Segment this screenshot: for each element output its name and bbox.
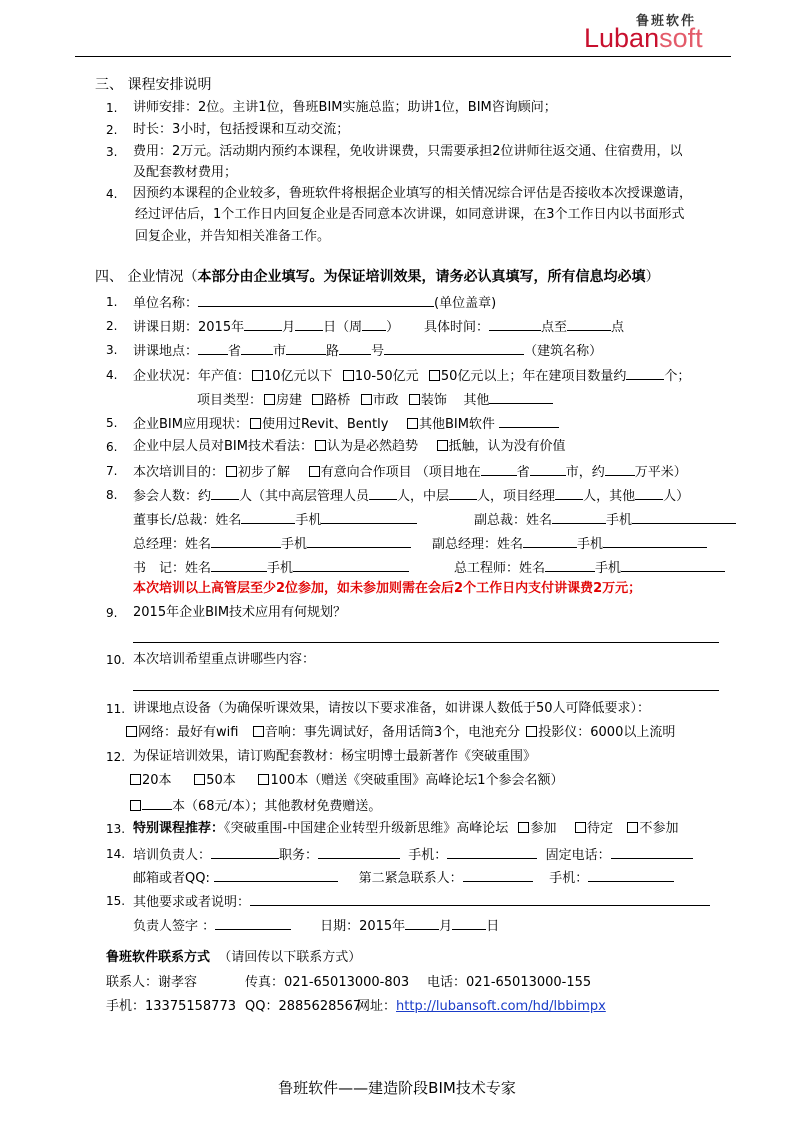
list-num: 14.: [106, 847, 126, 861]
other-bim-blank[interactable]: [499, 414, 559, 428]
label: 手机: [606, 513, 633, 528]
option-label: 初步了解: [238, 465, 291, 480]
row-general-manager: [133, 534, 411, 554]
contact-title: 鲁班软件联系方式: [106, 950, 211, 965]
list-item: 及配套教材费用；: [133, 165, 238, 180]
checkbox[interactable]: [518, 822, 529, 833]
list-item: 回复企业，并告知相关准备工作。: [135, 229, 331, 244]
start-time-blank[interactable]: [489, 317, 541, 331]
option-label: 网络：最好有wifi: [138, 725, 239, 740]
row-chairman: [133, 510, 417, 530]
option-label: 装饰: [420, 393, 447, 408]
label: 副总经理：姓名: [432, 537, 524, 552]
field-training-focus: 本次培训希望重点讲哪些内容：: [133, 652, 316, 667]
label: 月: [282, 320, 296, 335]
name-blank[interactable]: [552, 510, 606, 524]
list-num: 13.: [106, 822, 126, 836]
phone-blank[interactable]: [603, 534, 707, 548]
checkbox[interactable]: [252, 370, 263, 381]
field-signature: [133, 916, 499, 936]
label: 企业BIM应用现状：: [133, 417, 248, 432]
checkbox[interactable]: [250, 418, 261, 429]
senior-blank[interactable]: [369, 486, 397, 500]
contact-heading: [106, 949, 361, 967]
phone-blank[interactable]: [632, 510, 736, 524]
logo-english: [584, 23, 703, 54]
label: 手机: [595, 561, 622, 576]
road-blank[interactable]: [286, 341, 326, 355]
list-num: 4.: [106, 187, 118, 201]
end-time-blank[interactable]: [567, 317, 611, 331]
day-blank[interactable]: [295, 317, 323, 331]
list-num: 6.: [106, 440, 118, 454]
phone-blank[interactable]: [293, 558, 409, 572]
label: 人，项目经理: [477, 489, 556, 504]
training-focus-answer-line[interactable]: [133, 690, 719, 691]
label: 总经理：姓名: [133, 537, 212, 552]
contact-fax: 传真：021-65013000-803: [245, 975, 410, 990]
label: 手机：: [408, 848, 448, 863]
label: 董事长/总裁：姓名: [133, 513, 242, 528]
label: 万平米）: [634, 465, 687, 480]
field-bim-opinion: [133, 438, 566, 456]
label: 市，约: [565, 465, 605, 480]
label: 单位名称：: [133, 296, 199, 311]
option-label: 使用过Revit、Bently: [261, 417, 389, 432]
field-company-status: [133, 366, 690, 386]
checkbox[interactable]: [575, 822, 586, 833]
contact-tel: 电话：021-65013000-155: [427, 975, 592, 990]
checkbox[interactable]: [409, 394, 420, 405]
field-lecture-location: [133, 341, 602, 361]
bim-plan-answer-line[interactable]: [133, 642, 719, 643]
option-label: 10-50亿元: [354, 369, 419, 384]
checkbox[interactable]: [312, 394, 323, 405]
section3-title: 三、 课程安排说明: [95, 77, 212, 93]
list-num: 4.: [106, 368, 118, 382]
phone-blank[interactable]: [307, 534, 411, 548]
label: (单位盖章): [434, 296, 497, 311]
list-num: 3.: [106, 145, 118, 159]
checkbox[interactable]: [309, 466, 320, 477]
option-label: 抵触，认为没有价值: [448, 439, 566, 454]
field-training-purpose: [133, 462, 687, 482]
field-attendees: [133, 486, 689, 506]
signature-blank[interactable]: [215, 916, 291, 930]
list-num: 1.: [106, 295, 118, 309]
checkbox[interactable]: [437, 440, 448, 451]
equipment-options: [124, 724, 675, 742]
checkbox[interactable]: [126, 726, 137, 737]
label: 日: [486, 919, 500, 934]
label: 本次培训目的：: [133, 465, 225, 480]
section4-title-b: 本部分由企业填写。为保证培训效果，请务必认真填写，所有信息均必填: [197, 269, 646, 285]
label: 点: [610, 320, 624, 335]
option-label: 不参加: [639, 821, 679, 836]
label: 人）: [663, 489, 690, 504]
list-item: 经过评估后，1个工作日内回复企业是否同意本次讲课，如同意讲课，在3个工作日内以书面形式: [135, 207, 685, 222]
label: ）: [386, 320, 400, 335]
number-blank[interactable]: [339, 341, 371, 355]
textbook-options: [128, 772, 564, 790]
name-blank[interactable]: [545, 558, 595, 572]
option-label: 投影仪：6000以上流明: [538, 725, 676, 740]
website-link[interactable]: http://lubansoft.com/hd/lbbimpx: [396, 999, 606, 1014]
field-bim-plan: 2015年企业BIM技术应用有何规划？: [133, 605, 347, 620]
label: 其他要求或者说明：: [133, 895, 251, 910]
label: 号: [371, 344, 385, 359]
list-num: 15.: [106, 894, 126, 908]
project-province-blank[interactable]: [481, 462, 517, 476]
label: 企业中层人员对BIM技术看法：: [133, 439, 313, 454]
logo-part-a: Luban: [584, 23, 660, 53]
field-equipment: 讲课地点设备（为确保听课效果，请按以下要求准备，如讲课人数低于50人可降低要求）：: [133, 701, 651, 716]
checkbox[interactable]: [627, 822, 638, 833]
list-num: 7.: [106, 464, 118, 478]
list-num: 9.: [106, 606, 118, 620]
list-num: 8.: [106, 488, 118, 502]
label: 人，其他: [583, 489, 636, 504]
label: 人，中层: [397, 489, 450, 504]
attendee-total-blank[interactable]: [211, 486, 239, 500]
label: 参会人数：约: [133, 489, 212, 504]
checkbox[interactable]: [361, 394, 372, 405]
label: 路: [326, 344, 340, 359]
field-bim-status: [133, 414, 559, 434]
label: 手机: [577, 537, 604, 552]
section4-title: [95, 268, 659, 286]
option-label: 市政: [372, 393, 399, 408]
sign-month-blank[interactable]: [405, 916, 439, 930]
label: 人（其中高层管理人员: [239, 489, 370, 504]
weekday-blank[interactable]: [362, 317, 386, 331]
option-label: 有意向合作项目: [320, 465, 412, 480]
contact-qq: QQ：2885628567: [245, 999, 362, 1014]
option-label: 路桥: [324, 393, 351, 408]
option-label: 音响：事先调试好，备用话筒3个，电池充分: [264, 725, 521, 740]
label: 项目类型：: [197, 393, 263, 408]
building-blank[interactable]: [384, 341, 524, 355]
checkbox[interactable]: [429, 370, 440, 381]
list-num: 5.: [106, 416, 118, 430]
header-divider: [75, 56, 731, 57]
list-num: 11.: [106, 702, 126, 716]
project-count-blank[interactable]: [626, 366, 664, 380]
field-project-type: [197, 390, 553, 410]
row-chief-engineer: [454, 558, 725, 578]
option-label: 10亿元以下: [264, 369, 333, 384]
section4-title-a: 四、 企业情况（: [95, 269, 198, 285]
course-title: 《突破重围-中国建企业转型升级新思维》高峰论坛: [224, 821, 509, 836]
label: 书 记：姓名: [133, 561, 212, 576]
list-num: 12.: [106, 750, 126, 764]
option-label: 50亿元以上；年在建项目数量约: [440, 369, 627, 384]
option-label: 100本（赠送《突破重围》高峰论坛1个参会名额）: [270, 773, 564, 788]
option-label: 其他BIM软件: [418, 417, 495, 432]
option-label: 认为是必然趋势: [326, 439, 418, 454]
area-blank[interactable]: [605, 462, 635, 476]
label: 负责人签字 ：: [133, 919, 216, 934]
field-other-requests: [133, 892, 710, 912]
label: 日期：2015年: [320, 919, 406, 934]
website-label: 网址：: [357, 999, 397, 1014]
field-email-emergency: [133, 868, 674, 888]
email-blank[interactable]: [214, 868, 338, 882]
landline-blank[interactable]: [611, 845, 693, 859]
pm-blank[interactable]: [555, 486, 583, 500]
label: 手机: [267, 561, 294, 576]
sign-day-blank[interactable]: [452, 916, 486, 930]
checkbox[interactable]: [526, 726, 537, 737]
option-label: 其他: [463, 393, 490, 408]
field-special-course: [133, 820, 678, 838]
field-textbook: 为保证培训效果，请订购配套教材：杨宝明博士最新著作《突破重围》: [133, 749, 537, 764]
section4-title-c: ）: [645, 269, 660, 285]
label: 职务：: [279, 848, 319, 863]
field-trainer-contact: [133, 845, 693, 865]
checkbox[interactable]: [315, 440, 326, 451]
label: 特别课程推荐：: [133, 821, 225, 836]
position-blank[interactable]: [318, 845, 400, 859]
list-num: 2.: [106, 123, 118, 137]
textbook-custom: [128, 796, 381, 816]
option-label: 房建: [276, 393, 303, 408]
label: 固定电话：: [545, 848, 611, 863]
row-secretary: [133, 558, 409, 578]
list-num: 1.: [106, 101, 118, 115]
phone-blank[interactable]: [321, 510, 417, 524]
list-item: 时长：3小时，包括授课和互动交流；: [133, 122, 350, 137]
name-blank[interactable]: [211, 534, 281, 548]
checkbox[interactable]: [130, 800, 141, 811]
label: 省: [228, 344, 242, 359]
page-footer: 鲁班软件——建造阶段BIM技术专家: [278, 1079, 516, 1097]
executive-attendance-notice: 本次培训以上高管层至少2位参加，如未参加则需在会后2个工作日内支付讲课费2万元；: [133, 581, 642, 596]
emergency-contact-blank[interactable]: [463, 868, 533, 882]
label: 个；: [664, 369, 691, 384]
label: 邮箱或者QQ:: [133, 871, 210, 886]
checkbox[interactable]: [130, 774, 141, 785]
logo-part-b: soft: [659, 23, 703, 53]
field-company-name: [133, 293, 496, 313]
company-name-blank[interactable]: [198, 293, 434, 307]
name-blank[interactable]: [523, 534, 577, 548]
project-city-blank[interactable]: [530, 462, 566, 476]
city-blank[interactable]: [241, 341, 273, 355]
label: 手机：: [549, 871, 589, 886]
textbook-qty-blank[interactable]: [142, 796, 172, 810]
other-requests-blank[interactable]: [250, 892, 710, 906]
row-vice-president: [474, 510, 736, 530]
list-num: 2.: [106, 319, 118, 333]
name-blank[interactable]: [241, 510, 295, 524]
label: 总工程师：姓名: [454, 561, 546, 576]
logo-chinese: 鲁班软件: [636, 14, 697, 29]
middle-blank[interactable]: [449, 486, 477, 500]
label: 讲课日期：2015年: [133, 320, 245, 335]
label: （建筑名称）: [524, 344, 603, 359]
checkbox[interactable]: [264, 394, 275, 405]
other-type-blank[interactable]: [489, 390, 553, 404]
province-blank[interactable]: [198, 341, 228, 355]
checkbox[interactable]: [258, 774, 269, 785]
label: 讲课地点：: [133, 344, 199, 359]
checkbox[interactable]: [253, 726, 264, 737]
label: 手机: [281, 537, 308, 552]
option-label: 待定: [587, 821, 614, 836]
option-label: 20本: [142, 773, 172, 788]
label: 具体时间：: [423, 320, 489, 335]
list-num: 3.: [106, 343, 118, 357]
label: 副总裁：姓名: [474, 513, 553, 528]
checkbox[interactable]: [226, 466, 237, 477]
label: 日（周: [323, 320, 363, 335]
contact-note: （请回传以下联系方式）: [218, 950, 362, 965]
option-label: 参加: [530, 821, 557, 836]
list-item: 讲师安排：2位。主讲1位，鲁班BIM实施总监；助讲1位，BIM咨询顾问；: [133, 100, 557, 115]
label: 培训负责人：: [133, 848, 212, 863]
label: 点至: [540, 320, 567, 335]
label: 市: [273, 344, 287, 359]
row-deputy-gm: [432, 534, 707, 554]
phone-blank[interactable]: [621, 558, 725, 572]
person-blank[interactable]: [211, 845, 279, 859]
label: 省: [516, 465, 530, 480]
checkbox[interactable]: [343, 370, 354, 381]
emergency-mobile-blank[interactable]: [588, 868, 674, 882]
others-blank[interactable]: [635, 486, 663, 500]
list-item: 因预约本课程的企业较多，鲁班软件将根据企业填写的相关情况综合评估是否接收本次授课邀请，: [133, 186, 693, 201]
contact-mobile: 手机：13375158773: [106, 999, 236, 1014]
mobile-blank[interactable]: [447, 845, 537, 859]
label: 手机: [295, 513, 322, 528]
label: 第二紧急联系人：: [358, 871, 463, 886]
list-num: 10.: [106, 653, 126, 667]
contact-person: 联系人：谢孝容: [106, 975, 198, 990]
label: 本（68元/本）；其他教材免费赠送。: [172, 799, 382, 814]
month-blank[interactable]: [244, 317, 282, 331]
checkbox[interactable]: [194, 774, 205, 785]
field-lecture-date: [133, 317, 624, 337]
checkbox[interactable]: [407, 418, 418, 429]
contact-website: [357, 998, 606, 1016]
option-label: 50本: [206, 773, 236, 788]
name-blank[interactable]: [211, 558, 267, 572]
label: 企业状况：年产值：: [133, 369, 251, 384]
list-item: 费用：2万元。活动期内预约本课程，免收讲课费，只需要承担2位讲师往返交通、住宿费用，以: [133, 144, 683, 159]
label: （项目地在: [415, 465, 481, 480]
label: 月: [439, 919, 453, 934]
